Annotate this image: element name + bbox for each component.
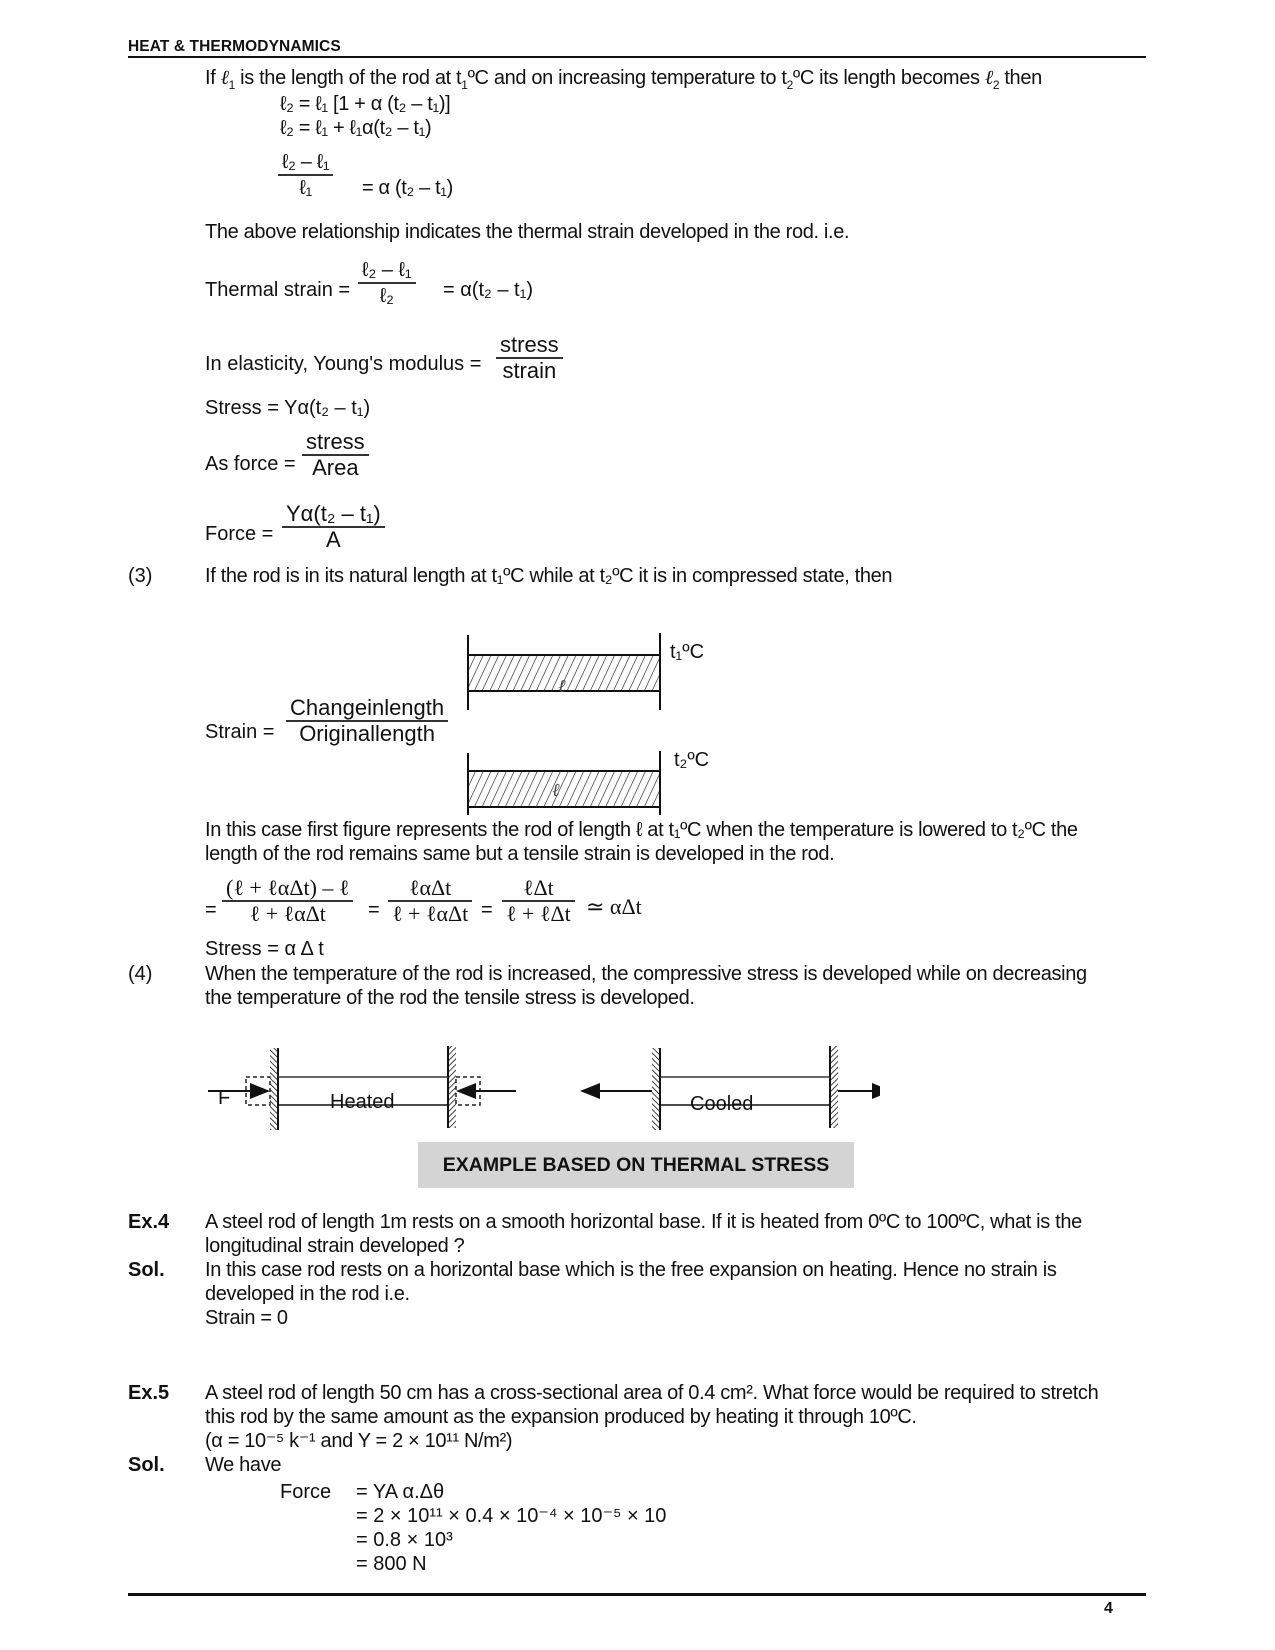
equals-sign: = [481,899,493,921]
ex5-force-step-1: = YA α.Δθ [356,1481,445,1503]
cooled-diagram [582,1046,880,1130]
ell-symbol: ℓ [220,67,229,89]
numerator: ℓ₂ – ℓ₁ [362,259,412,281]
banner-title: EXAMPLE BASED ON THERMAL STRESS [442,1153,830,1176]
numerator: ℓ₂ – ℓ₁ [282,151,330,173]
numerator: ℓαΔt [408,875,452,900]
denominator: ℓ + ℓαΔt [249,900,326,926]
equation-expansion: ℓ₂ = ℓ₁ [1 + α (t₂ – t₁)] [280,93,451,115]
as-force-label: As force = [205,453,296,475]
rods-figure [460,605,720,815]
thermal-strain-rhs: = α(t₂ – t₁) [443,279,533,301]
text: is the length of the rod at t [234,67,462,89]
ex5-force-step-3: = 0.8 × 10³ [356,1529,453,1551]
item-number-4: (4) [128,963,153,985]
equals-sign: = [205,899,217,921]
example-label-4: Ex.4 [128,1211,170,1233]
ex5-force-label: Force [280,1481,332,1503]
force-f-label: F [218,1087,231,1109]
page-number: 4 [1104,1600,1113,1617]
denominator: ℓ + ℓαΔt [392,900,469,926]
ex5-solution-intro: We have [205,1454,282,1476]
ex4-question-line-1: A steel rod of length 1m rests on a smooth horizontal base. If it is heated from 0ºC to 100ºC, what is the [205,1211,1082,1233]
subscript: 2 [992,78,1000,92]
section-banner [418,1142,854,1188]
thermal-strain-label: Thermal strain = [205,279,351,301]
denominator: Area [312,454,359,480]
numerator: stress [500,332,559,357]
text: ºC its length becomes [792,67,985,89]
denominator: ℓ + ℓΔt [506,900,571,926]
heated-diagram [208,1046,516,1130]
numerator: ℓΔt [522,875,554,900]
equation-expansion-expanded: ℓ₂ = ℓ₁ + ℓ₁α(t₂ – t₁) [280,117,432,139]
numerator: (ℓ + ℓαΔt) – ℓ [226,875,350,900]
youngs-modulus-label: In elasticity, Young's modulus = [205,353,482,375]
force-label: Force = [205,523,274,545]
ex4-solution-line-1: In this case rod rests on a horizontal base which is the free expansion on heating. Hence no strain is [205,1259,1057,1281]
ell-symbol: ℓ [984,67,993,89]
cooled-label: Cooled [690,1093,754,1115]
equals-sign: = [368,899,380,921]
ex5-question-line-3: (α = 10⁻⁵ k⁻¹ and Y = 2 × 10¹¹ N/m²) [205,1430,513,1452]
ex5-force-step-4: = 800 N [356,1553,427,1575]
intro-line [205,66,1042,90]
rod1-length-label: ℓ [558,676,566,696]
item4-line-1: When the temperature of the rod is increased, the compressive stress is developed while on decreasing [205,963,1087,985]
fraction-as-force [302,430,369,480]
denominator: strain [502,357,557,383]
ex4-question-line-2: longitudinal strain developed ? [205,1235,465,1257]
solution-label-4: Sol. [128,1259,165,1281]
denominator: A [326,526,341,552]
ex5-force-step-2: = 2 × 10¹¹ × 0.4 × 10⁻⁴ × 10⁻⁵ × 10 [356,1505,667,1527]
explanation-line-1: In this case first figure represents the rod of length ℓ at t₁ºC when the temperature is lowered to t₂ºC the [205,819,1078,841]
rod2-hatched [468,771,660,807]
stress-alpha-delta-t: Stress = α Δ t [205,938,324,960]
equation-rhs: = α (t₂ – t₁) [362,177,453,199]
item4-line-2: the temperature of the rod the tensile stress is developed. [205,987,695,1009]
ex5-question-line-1: A steel rod of length 50 cm has a cross-sectional area of 0.4 cm². What force would be required to stretch [205,1382,1099,1404]
strain-label: Strain = [205,721,275,743]
subscript: 1 [461,78,468,92]
stress-equation: Stress = Yα(t₂ – t₁) [205,397,371,419]
fraction-force [282,502,385,552]
text: ºC and on increasing temperature to t [467,67,787,89]
rod1-temp-label: t₁ºC [670,641,705,663]
ex5-question-line-2: this rod by the same amount as the expansion produced by heating it through 10ºC. [205,1406,917,1428]
item-number-3: (3) [128,565,153,587]
rod2-temp-label: t₂ºC [674,749,710,771]
relationship-text: The above relationship indicates the thermal strain developed in the rod. i.e. [205,221,850,243]
numerator: Yα(t₂ – t₁) [286,501,381,526]
subscript: 2 [786,78,793,92]
denominator: Originallength [299,720,435,746]
rod2-length-label: ℓ [552,780,560,800]
fraction-youngs-modulus [496,333,563,383]
text: then [999,67,1042,89]
fraction-chain-2 [388,876,472,926]
ex4-solution-line-3: Strain = 0 [205,1307,288,1329]
heated-label: Heated [330,1091,395,1113]
fraction-chain-1 [222,876,353,926]
fraction-thermal-strain [358,258,416,308]
running-header: HEAT & THERMODYNAMICS [128,38,341,55]
header-rule [128,56,1146,58]
footer-rule [128,1593,1146,1596]
numerator: Changeinlength [290,695,445,720]
text: If [205,67,221,89]
ex4-solution-line-2: developed in the rod i.e. [205,1283,410,1305]
subscript: 1 [228,78,235,92]
fraction-strain-definition [286,696,448,746]
fraction-chain-3 [502,876,575,926]
item3-text: If the rod is in its natural length at t₁ºC while at t₂ºC it is in compressed state, then [205,565,893,587]
example-label-5: Ex.5 [128,1382,170,1404]
solution-label-5: Sol. [128,1454,165,1476]
denominator: ℓ₁ [299,176,312,199]
approx-result: ≃ αΔt [586,894,642,919]
explanation-line-2: length of the rod remains same but a tensile strain is developed in the rod. [205,843,835,865]
fraction-strain-ratio [278,150,333,200]
denominator: ℓ₂ [379,284,394,307]
heated-cooled-figure [200,1020,880,1130]
numerator: stress [306,429,365,454]
